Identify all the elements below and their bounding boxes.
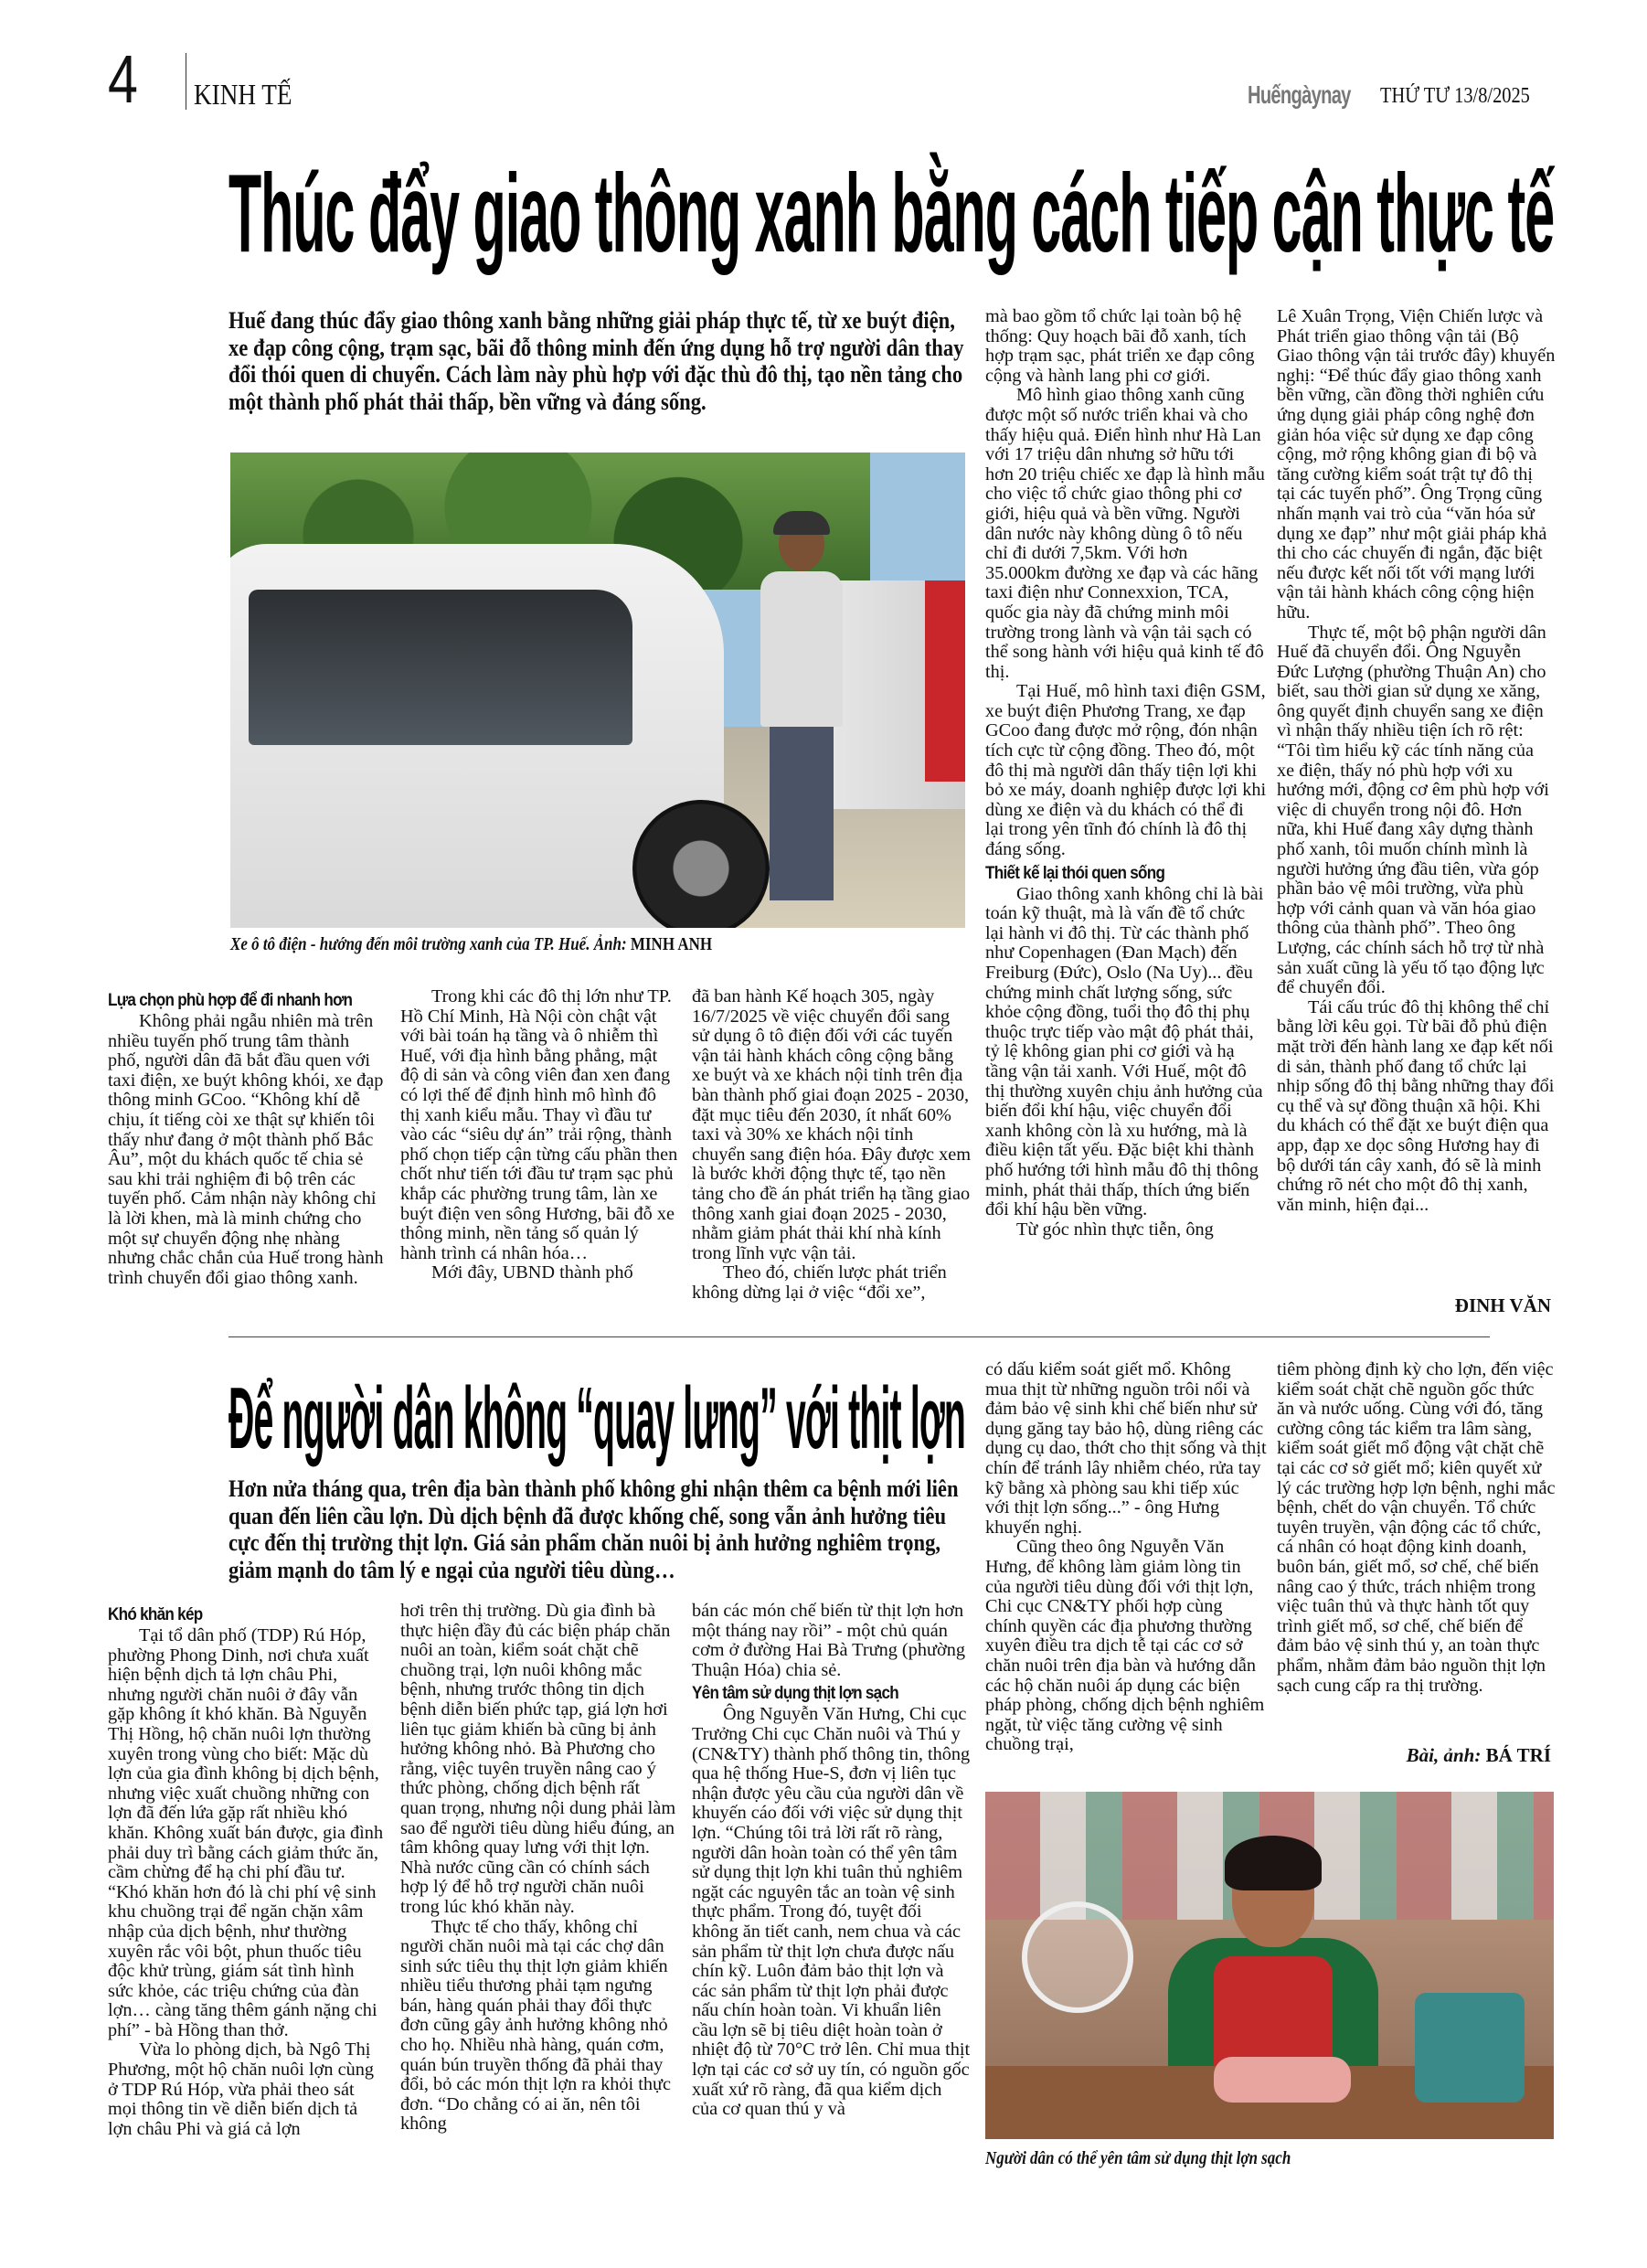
- paragraph: Cũng theo ông Nguyễn Văn Hưng, để không làm giảm lòng tin của người tiêu dùng đối với thịt lợn, Chi cục CN&TY phối hợp cùng chính quyền các địa phương thường xuyên điều tra dịch tễ tại các cơ sở chăn nuôi trên địa bàn và hướng dẫn các hộ chăn nuôi áp dụng các biện pháp phòng, chống dịch bệnh nghiêm ngặt, từ việc tăng cường vệ sinh chuồng trại,: [985, 1537, 1265, 1755]
- article2-column-3: [692, 1602, 971, 2120]
- byline-prefix: Bài, ảnh:: [1406, 1744, 1486, 1766]
- article1-column-3: [692, 987, 971, 1304]
- paragraph: có dấu kiểm soát giết mổ. Không mua thịt từ những nguồn trôi nổi và đảm bảo vệ sinh khi chế biến như sử dụng găng tay bảo hộ, dùng riêng các dụng cụ dao, thớt cho thịt sống và thịt chín để tránh lây nhiễm chéo, rửa tay kỹ bằng xà phòng sau khi tiếp xúc với thịt lợn sống...” - ông Hưng khuyến nghị.: [985, 1359, 1267, 1538]
- article1-byline: ĐINH VĂN: [1454, 1294, 1551, 1316]
- newspaper-logo: Huếngàynay: [1248, 80, 1351, 109]
- paragraph: Trong khi các đô thị lớn như TP. Hồ Chí Minh, Hà Nội còn chật vật với bài toán hạ tầng và ô nhiễm thì Huế, với địa hình bằng phẳng, mật độ di sản và công viên đan xen đang có lợi thế để định hình mô hình đô thị xanh kiểu mẫu. Thay vì đầu tư vào các “siêu dự án” trải rộng, thành phố chọn tiếp cận từng cấu phần then chốt như tiến tới đầu tư trạm sạc phủ khắp các phường trung tâm, làn xe buýt điện ven sông Hương, bãi đỗ xe thông minh, nền tảng số quản lý hành trình cá nhân hóa…: [400, 986, 678, 1263]
- subheading: Thiết kế lại thói quen sống: [985, 863, 1165, 883]
- photo-man: [760, 516, 843, 900]
- article1-column-5: [1277, 307, 1556, 1215]
- paragraph: Mới đây, UBND thành phố: [431, 1262, 633, 1283]
- paragraph: hơi trên thị trường. Dù gia đình bà thực hiện đầy đủ các biện pháp chăn nuôi an toàn, kiểm soát chặt chẽ chuồng trại, lợn nuôi không mắc bệnh, nhưng trước thông tin dịch bệnh diễn biến phức tạp, giá lợn hơi liên tục giảm khiến bà cũng bị ảnh hưởng không nhỏ. Bà Phương cho rằng, việc tuyên truyền nâng cao ý thức phòng, chống dịch bệnh rất quan trọng, nhưng nội dung phải làm sao để người tiêu dùng hiểu đúng, an tâm không quay lưng với thịt lợn. Nhà nước cũng cần có chính sách hợp lý để hỗ trợ người chăn nuôi trong lúc khó khăn này.: [400, 1601, 676, 1917]
- article2-column-2: [400, 1602, 678, 2135]
- paragraph: Vừa lo phòng dịch, bà Ngô Thị Phương, một hộ chăn nuôi lợn cùng ở TDP Rú Hóp, vừa phải theo sát mọi thông tin về diễn biến dịch tả lợn châu Phi và giá cả lợn: [108, 2039, 375, 2139]
- article1-photo-caption: [230, 934, 712, 955]
- paragraph: Lê Xuân Trọng, Viện Chiến lược và Phát triển giao thông vận tải (Bộ Giao thông vận tải trước đây) khuyến nghị: “Để thúc đẩy giao thông xanh bền vững, cần đồng thời nghiên cứu ứng dụng giải pháp công nghệ đơn giản hóa việc sử dụng xe đạp công cộng, mở rộng không gian đi bộ và tăng cường kiểm soát trật tự đô thị tại các tuyến phố”. Ông Trọng cũng nhấn mạnh vai trò của “văn hóa sử dụng xe đạp” như một giải pháp khả thi cho các chuyến đi ngắn, đặc biệt nếu được kết nối tốt với mạng lưới vận tải hành khách công cộng hiện hữu.: [1277, 306, 1556, 623]
- article2-photo-caption: Người dân có thể yên tâm sử dụng thịt lợn sạch: [985, 2148, 1291, 2168]
- photo-scale: [1415, 1993, 1525, 2103]
- paragraph: Giao thông xanh không chỉ là bài toán kỹ thuật, mà là vấn đề tổ chức lại hành vi đô thị. Từ các thành phố như Copenhagen (Đan Mạch) đến Freiburg (Đức), Oslo (Na Uy)... đều chứng minh chất lượng sống, sức khỏe cộng đồng, tuổi thọ đô thị phụ thuộc trực tiếp vào mật độ phát thải, tỷ lệ không gian phi cơ giới và hạ tầng vận tải xanh. Với Huế, một đô thị thường xuyên chịu ảnh hưởng của biến đổi khí hậu, việc chuyển đổi xanh không còn là xu hướng, mà là điều kiện tất yếu. Đặc biệt khi thành phố hướng tới hình mẫu đô thị thông minh, phát thải thấp, thích ứng biến đổi khí hậu bền vững.: [985, 883, 1264, 1220]
- paragraph: Không phải ngẫu nhiên mà trên nhiều tuyến phố trung tâm thành phố, người dân đã bắt đầu quen với taxi điện, xe buýt không khói, xe đạp thông minh GCoo. “Không khí dễ chịu, ít tiếng còi xe thật sự khiến tôi thấy như đang ở một thành phố Bắc Âu”, một du khách quốc tế chia sẻ sau khi trải nghiệm đi bộ trên các tuyến phố. Cảm nhận này không chỉ là lời khen, mà là minh chứng cho một sự chuyển động nhẹ nhàng nhưng chắc chắn của Huế trong hành trình chuyển đổi giao thông xanh.: [108, 1011, 384, 1288]
- article2-title: Để người dân không “quay lưng” với thịt lợn: [228, 1369, 966, 1467]
- article1-column-1: [108, 987, 384, 1288]
- paragraph: Thực tế cho thấy, không chỉ người chăn nuôi mà tại các chợ dân sinh sức tiêu thụ thịt lợn giảm khiến nhiều tiểu thương phải tạm ngưng bán, hàng quán phải thay đổi thực đơn cũng gây ảnh hưởng không nhỏ cho họ. Nhiều nhà hàng, quán cơm, quán bún truyền thống đã phải thay đổi, bỏ các món thịt lợn ra khỏi thực đơn. “Do chẳng có ai ăn, nên tôi không: [400, 1916, 672, 2135]
- photo-man-pants: [770, 727, 834, 900]
- paragraph: Tại tổ dân phố (TDP) Rú Hóp, phường Phong Dinh, nơi chưa xuất hiện bệnh dịch tả lợn châu Phi, nhưng người chăn nuôi ở đây vẫn gặp không ít khó khăn. Bà Nguyễn Thị Hồng, hộ chăn nuôi lợn thường xuyên trong vùng cho biết: Mặc dù lợn của gia đình không bị dịch bệnh, nhưng việc xuất chuồng những con lợn đã đến lứa gặp rất nhiều khó khăn. Không xuất bán được, gia đình phải duy trì bằng cách giảm thức ăn, cầm chừng để hạ chi phí đầu tư. “Khó khăn hơn đó là chi phí vệ sinh khu chuồng trại để ngăn chặn xâm nhập của dịch bệnh, như thường xuyên rắc vôi bột, phun thuốc tiêu độc khử trùng, giám sát tình hình sức khỏe, các triệu chứng của đàn lợn… càng tăng thêm gánh nặng chi phí” - bà Hồng than thở.: [108, 1625, 384, 2040]
- article1-column-4: [985, 307, 1267, 1240]
- article1-column-2: [400, 987, 678, 1283]
- article2-column-1: [108, 1602, 384, 2139]
- article1-title: Thúc đẩy giao thông xanh bằng cách tiếp cận thực tế: [228, 151, 1555, 275]
- paragraph: Mô hình giao thông xanh cũng được một số nước triển khai và cho thấy hiệu quả. Điển hình như Hà Lan với 17 triệu dân nhưng sở hữu tới hơn 20 triệu chiếc xe đạp là hình mẫu cho việc tổ chức giao thông phi cơ giới, hiệu quả và bền vững. Người dân nước này không dùng ô tô nếu chỉ đi dưới 7,5km. Với hơn 35.000km đường xe đạp và các hãng taxi điện như Connexxion, TCA, quốc gia này đã chứng minh môi trường trong lành và vận tải sạch có thể song hành với hiệu quả kinh tế đô thị.: [985, 385, 1265, 682]
- paragraph: Ông Nguyễn Văn Hưng, Chi cục Trưởng Chi cục Chăn nuôi và Thú y (CN&TY) thành phố thông tin, thông qua hệ thống Hue-S, đơn vị liên tục nhận được yêu cầu của người dân về khuyến cáo đối với việc sử dụng thịt lợn. “Chúng tôi trả lời rất rõ ràng, người dân hoàn toàn có thể yên tâm sử dụng thịt lợn khi tuân thủ nghiêm ngặt các nguyên tắc an toàn vệ sinh thực phẩm. Trong đó, tuyệt đối không ăn tiết canh, nem chua và các sản phẩm từ thịt lợn chưa được nấu chín kỹ. Luôn đảm bảo thịt lợn và các sản phẩm từ thịt lợn phải được nấu chín hoàn toàn. Vi khuẩn liên cầu lợn sẽ bị tiêu diệt hoàn toàn ở nhiệt độ từ 70°C trở lên. Chỉ mua thịt lợn tại các cơ sở uy tín, có nguồn gốc xuất xứ rõ ràng, đã qua kiểm dịch của cơ quan thú y và: [692, 1704, 971, 2120]
- paragraph: Từ góc nhìn thực tiễn, ông: [1016, 1219, 1214, 1240]
- photo-car-wheel: [632, 800, 770, 928]
- paragraph: Thực tế, một bộ phận người dân Huế đã chuyển đổi. Ông Nguyễn Đức Lượng (phường Thuận An) cho biết, sau thời gian sử dụng xe xăng, ông quyết định chuyển sang xe điện vì nhận thấy nhiều tiện ích rõ rệt: “Tôi tìm hiểu kỹ các tính năng của xe điện, thấy nó phù hợp với xu hướng mới, động cơ êm phù hợp với việc di chuyển trong nội đô. Hơn nữa, khi Huế đang xây dựng thành phố xanh, tôi muốn chính mình là người hưởng ứng đầu tiên, vừa góp phần bảo vệ môi trường, vừa phù hợp với cảnh quan và văn hóa giao thông của thành phố”. Theo ông Lượng, các chính sách hỗ trợ từ nhà sản xuất cũng là yếu tố tạo động lực để chuyển đổi.: [1277, 622, 1549, 998]
- article2-photo-market-vendor: [985, 1792, 1554, 2139]
- paragraph: Tại Huế, mô hình taxi điện GSM, xe buýt điện Phương Trang, xe đạp GCoo đang được mở rộng, đón nhận tích cực từ cộng đồng. Theo đó, một đô thị mà người dân thấy tiện lợi khi bỏ xe máy, doanh nghiệp được lợi khi dùng xe điện và du khách có thể đi lại trong yên tĩnh đó chính là đô thị đáng sống.: [985, 681, 1267, 860]
- article1-lead: Huế đang thúc đẩy giao thông xanh bằng những giải pháp thực tế, từ xe buýt điện, xe đạp công cộng, trạm sạc, bãi đỗ thông minh đến ứng dụng hỗ trợ người dân thay đổi thói quen di chuyển. Cách làm này phù hợp với đặc thù đô thị, tạo nền tảng cho một thành phố phát thải thấp, bền vững và đáng sống.: [228, 307, 964, 415]
- issue-date: THỨ TƯ 13/8/2025: [1380, 84, 1530, 108]
- photo-man-shirt: [760, 571, 843, 727]
- paragraph: tiêm phòng định kỳ cho lợn, đến việc kiểm soát chặt chẽ nguồn gốc thức ăn và nước uống. Cùng với đó, tăng cường công tác kiểm tra lâm sàng, kiểm soát giết mổ động vật chặt chẽ tại các cơ sở giết mổ; kiên quyết xử lý các trường hợp lợn bệnh, nghi mắc bệnh, chết do vận chuyển. Tổ chức tuyên truyền, vận động các tổ chức, cá nhân có hoạt động kinh doanh, buôn bán, giết mổ, sơ chế, chế biến nâng cao ý thức, trách nhiệm trong việc tuân thủ và thực hành tốt quy trình giết mổ, sơ chế, chế biến để đảm bảo vệ sinh thú y, an toàn thực phẩm, nhằm đảm bảo nguồn thịt lợn sạch cung cấp ra thị trường.: [1277, 1359, 1556, 1696]
- paragraph: Theo đó, chiến lược phát triển không dừng lại ở việc “đổi xe”,: [692, 1262, 947, 1303]
- photo-car-window: [249, 590, 632, 745]
- article2-byline: [1277, 1744, 1551, 1767]
- article-separator: [228, 1336, 1490, 1337]
- article2-column-4: [985, 1360, 1267, 1755]
- caption-text: Xe ô tô điện - hướng đến môi trường xanh của TP. Huế. Ảnh:: [230, 934, 631, 954]
- paragraph: mà bao gồm tổ chức lại toàn bộ hệ thống: Quy hoạch bãi đỗ xanh, tích hợp trạm sạc, phát triển xe đạp công cộng và hành lang phi cơ giới.: [985, 306, 1255, 386]
- photo-vendor-hair: [1225, 1836, 1322, 1890]
- paragraph: bán các món chế biến từ thịt lợn hơn một tháng nay rồi” - một chủ quán cơm ở đường Hai Bà Trưng (phường Thuận Hóa) chia sẻ.: [692, 1601, 965, 1680]
- page-number: 4: [108, 41, 138, 117]
- photo-pork: [1214, 2057, 1351, 2103]
- byline-author: BÁ TRÍ: [1485, 1744, 1551, 1766]
- photo-man-cap: [773, 511, 830, 535]
- subheading: Yên tâm sử dụng thịt lợn sạch: [692, 1684, 898, 1704]
- subheading: Lựa chọn phù hợp để đi nhanh hơn: [108, 991, 353, 1010]
- photo-fan: [1022, 1901, 1133, 2013]
- article1-photo-electric-car: [230, 453, 965, 928]
- paragraph: đã ban hành Kế hoạch 305, ngày 16/7/2025 về việc chuyển đổi sang sử dụng ô tô điện đối với các tuyến vận tải hành khách công cộng bằng xe buýt và xe khách nội tỉnh trên địa bàn thành phố giai đoạn 2025 - 2030, đặt mục tiêu đến 2030, ít nhất 60% taxi và 30% xe khách nội tỉnh chuyển sang điện hóa. Đây được xem là bước khởi động thực tế, tạo nền tảng cho đề án phát triển hạ tầng giao thông xanh giai đoạn 2025 - 2030, nhằm giảm phát thải khí nhà kính trong lĩnh vực vận tải.: [692, 986, 972, 1263]
- section-name: KINH TẾ: [194, 78, 292, 111]
- article2-lead: Hơn nửa tháng qua, trên địa bàn thành phố không ghi nhận thêm ca bệnh mới liên quan đến liên cầu lợn. Dù dịch bệnh đã được khống chế, song vẫn ảnh hưởng tiêu cực đến thị trường thịt lợn. Giá sản phẩm chăn nuôi bị ảnh hưởng nghiêm trọng, giảm mạnh do tâm lý e ngại của người tiêu dùng…: [228, 1475, 959, 1583]
- paragraph: Tái cấu trúc đô thị không thể chỉ bằng lời kêu gọi. Từ bãi đỗ phủ điện mặt trời đến hành lang xe đạp kết nối di sản, thành phố đang tổ chức lại nhịp sống đô thị bằng những thay đổi cụ thể và sự đồng thuận xã hội. Khi du khách có thể đặt xe buýt điện qua app, đạp xe dọc sông Hương hay đi bộ dưới tán cây xanh, đó sẽ là minh chứng rõ nét cho một đô thị xanh, văn minh, hiện đại...: [1277, 996, 1555, 1215]
- photo-credit: MINH ANH: [630, 934, 713, 954]
- subheading: Khó khăn kép: [108, 1605, 203, 1624]
- photo-red-panel: [925, 580, 965, 782]
- article2-column-5: [1277, 1360, 1556, 1696]
